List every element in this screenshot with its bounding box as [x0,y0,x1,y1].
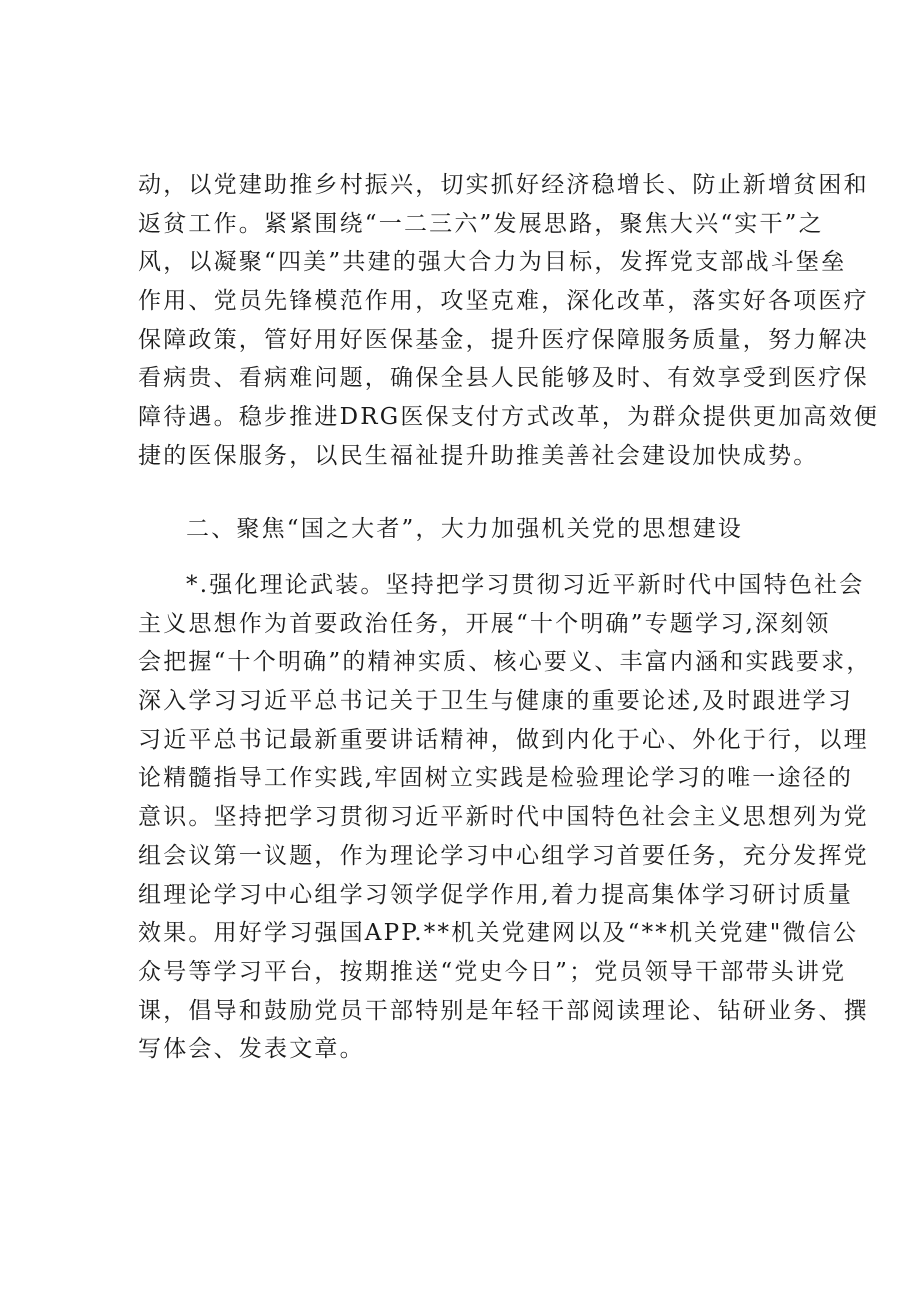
text-line: 障待遇。稳步推进DRG医保支付方式改革，为群众提供更加高效便 [138,404,880,431]
text-line: 效果。用好学习强国APP.**机关党建网以及“**机关党建"微信公 [138,920,859,947]
text-line: *.强化理论武装。坚持把学习贯彻习近平新时代中国特色社会 [186,572,865,598]
text-line: 主义思想作为首要政治任务，开展“十个明确”专题学习,深刻领 [138,610,831,637]
paragraph-continuation [138,166,880,476]
text-line: 保障政策，管好用好医保基金，提升医疗保障服务质量，努力解决 [138,326,869,353]
paragraph-theory [138,566,872,1069]
text-line: 组会议第一议题，作为理论学习中心组学习首要任务，充分发挥党 [138,842,869,869]
text-line: 作用、党员先锋模范作用，攻坚克难，深化改革，落实好各项医疗 [138,288,869,315]
text-line: 深入学习习近平总书记关于卫生与健康的重要论述,及时跟进学习 [138,688,854,715]
text-line: 众号等学习平台，按期推送“党史今日”；党员领导干部带头讲党 [138,958,847,985]
text-line: 写体会、发表文章。 [138,1036,365,1063]
text-line: 返贫工作。紧紧围绕“一二三六”发展思路，聚焦大兴“实干”之 [138,210,824,237]
text-line: 动，以党建助推乡村振兴，切实抓好经济稳增长、防止新增贫困和 [138,172,869,198]
text-line: 看病贵、看病难问题，确保全县人民能够及时、有效享受到医疗保 [138,365,869,392]
text-line: 会把握“十个明确”的精神实质、核心要义、丰富内涵和实践要求， [138,649,872,676]
text-line: 风，以凝聚“四美”共建的强大合力为目标，发挥党支部战斗堡垒 [138,249,847,276]
text-line: 论精髓指导工作实践,牢固树立实践是检验理论学习的唯一途径的 [138,765,854,792]
text-line: 课，倡导和鼓励党员干部特别是年轻干部阅读理论、钻研业务、撰 [138,997,869,1024]
section-heading-text: 二、聚焦“国之大者”，大力加强机关党的思想建设 [186,516,744,542]
text-line: 意识。坚持把学习贯彻习近平新时代中国特色社会主义思想列为党 [138,804,869,831]
text-line: 组理论学习中心组学习领学促学作用,着力提高集体学习研讨质量 [138,881,854,908]
text-line: 习近平总书记最新重要讲话精神，做到内化于心、外化于行，以理 [138,726,869,753]
section-heading [138,510,798,549]
text-line: 捷的医保服务，以民生福祉提升助推美善社会建设加快成势。 [138,442,819,469]
